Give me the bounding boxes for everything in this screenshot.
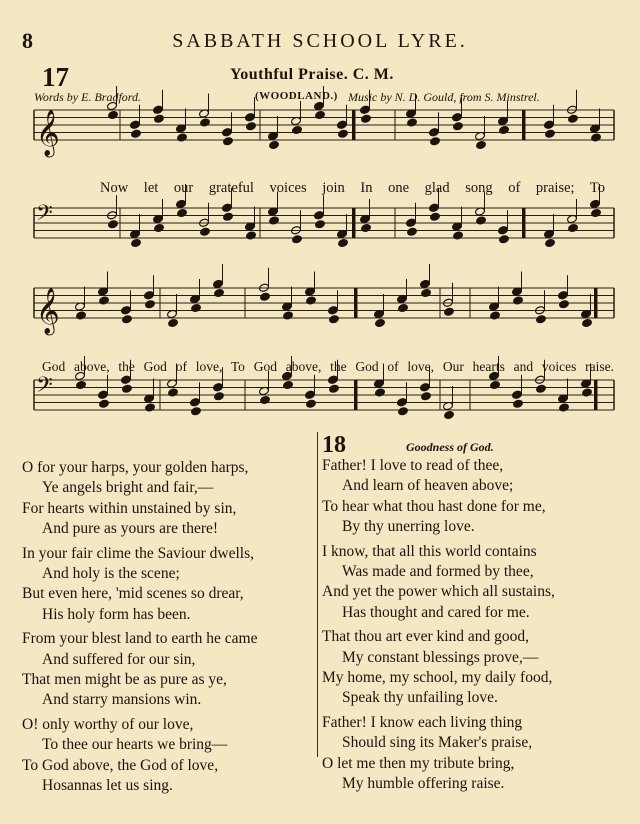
note-head [590,199,601,208]
note-head [582,388,593,397]
poem-line: That men might be as pure as ye, [22,671,227,689]
note-head [420,279,431,288]
note-head [329,315,340,324]
running-head: SABBATH SCHOOL LYRE. [172,30,468,52]
poem-line: O let me then my tribute bring, [322,754,515,772]
note-head [513,399,524,408]
note-head [420,383,431,392]
note-head [559,403,570,412]
poem-line: From your blest land to earth he came [22,630,258,648]
note-head [99,296,110,305]
note-head [292,235,303,244]
note-head [536,384,547,393]
note-head [406,218,417,227]
poem-line: O! only worthy of our love, [22,715,194,733]
note-head [99,399,110,408]
note-head [375,318,386,327]
note-head [108,110,119,119]
note-head [168,318,179,327]
column-divider [317,432,318,757]
note-head [223,212,234,221]
note-head [429,203,440,212]
note-head [398,303,409,312]
note-head [260,292,271,301]
poem-line: And yet the power which all sustains, [322,583,555,601]
note-head [591,133,602,142]
note-head [306,399,317,408]
note-head [269,216,280,225]
treble-clef-icon: 𝄞 [36,288,60,334]
stanza [322,627,555,709]
note-head [191,303,202,312]
bass-clef-icon: 𝄢 [36,373,53,403]
poem-line: And learn of heaven above; [342,477,514,495]
note-head [222,128,233,137]
note-head [582,318,593,327]
note-head [444,307,455,316]
note-head [154,114,165,123]
note-head [421,392,432,401]
note-head [200,227,211,236]
poem-line: I know, that all this world contains [322,542,537,560]
poem-line: To thee our hearts we bring— [42,736,228,754]
note-head [145,403,156,412]
poem-line: O for your harps, your golden harps, [22,459,249,476]
poem-line: To hear what thou hast done for me, [322,497,546,515]
note-head [591,208,602,217]
note-head [498,226,509,235]
stanza [22,629,257,711]
poem-line: My constant blessings prove,— [342,648,539,666]
note-head [145,300,156,309]
poem-line: And holy is the scene; [42,565,180,583]
note-head [177,208,188,217]
note-head [315,110,326,119]
poem-line: Should sing its Maker's praise, [342,734,533,752]
stanza [322,542,555,624]
note-head [98,390,109,399]
note-head [558,291,569,300]
note-head [200,118,211,127]
tune-name: (WOODLAND.) [255,90,338,102]
note-head [76,380,87,389]
note-head [490,380,501,389]
note-head [246,231,257,240]
note-head [122,315,133,324]
bass-clef-icon: 𝄢 [36,201,53,231]
note-head [314,101,325,110]
note-head [214,392,225,401]
note-head [144,291,155,300]
hymn-17-number: 17 [42,62,69,92]
note-head [283,311,294,320]
note-head [168,388,179,397]
stanza [322,456,555,538]
note-head [305,390,316,399]
note-head [444,410,455,419]
staff [34,380,614,410]
poem-line: Ye angels bright and fair,— [42,479,214,497]
note-head [292,125,303,134]
note-head [559,300,570,309]
poem-line: In your fair clime the Saviour dwells, [22,544,255,562]
note-head [452,113,463,122]
note-head [213,279,224,288]
note-head [544,120,555,129]
note-head [222,203,233,212]
note-head [338,129,349,138]
note-head [375,388,386,397]
staff [34,288,614,318]
note-head [568,223,579,232]
note-head [190,398,201,407]
hymn-18-poem [322,456,555,799]
poem-line: That thou art ever kind and good, [322,628,530,646]
poem-line: My humble offering raise. [342,775,505,793]
stanza [22,715,257,797]
poem-line: By thy unerring love. [342,518,475,536]
note-head [338,238,349,247]
poem-line: For hearts within unstained by sin, [22,499,237,517]
lyric-line-1: Now let our grateful voices join In one glad song of praise; To [100,180,605,196]
note-head [246,122,257,131]
treble-clef-icon: 𝄞 [36,110,60,156]
note-head [545,129,556,138]
poem-line: Was made and formed by thee, [342,563,534,581]
poem-line: And pure as yours are there! [42,520,219,538]
hymn-17-poem [22,458,257,801]
note-head [453,231,464,240]
note-head [328,306,339,315]
note-head [108,220,119,229]
hymn-18-number: 18 [322,432,346,458]
note-head [361,114,372,123]
note-head [397,398,408,407]
note-head [499,125,510,134]
note-head [245,113,256,122]
note-head [476,216,487,225]
stanza [22,458,257,540]
poem-line: Hosannas let us sing. [42,777,173,795]
note-head [490,311,501,320]
poem-line: Father! I love to read of thee, [322,457,504,474]
note-head [407,227,418,236]
note-head [536,315,547,324]
note-head [430,137,441,146]
note-head [76,311,87,320]
note-head [328,375,339,384]
hymn-17-title: Youthful Praise. C. M. [230,66,394,83]
note-head [122,384,133,393]
poem-line: And starry mansions win. [42,691,202,709]
note-head [131,238,142,247]
note-head [360,105,371,114]
note-head [407,118,418,127]
note-head [315,220,326,229]
note-head [337,120,348,129]
poem-line: To God above, the God of love, [22,756,219,774]
note-head [306,296,317,305]
note-head [153,105,164,114]
note-head [398,407,409,416]
note-head [545,238,556,247]
note-head [429,128,440,137]
note-head [568,114,579,123]
note-head [107,101,118,110]
hymn-18-title: Goodness of God. [406,440,494,454]
note-head [513,296,524,305]
poem-line: Speak thy unfailing love. [342,689,498,707]
note-head [499,235,510,244]
note-head [430,212,441,221]
poem-line: But even here, 'mid scenes so drear, [22,585,244,603]
note-head [154,223,165,232]
note-head [476,140,487,149]
stanza [22,544,257,626]
stanza [322,713,555,795]
note-head [223,137,234,146]
note-head [214,288,225,297]
note-head [314,211,325,220]
poem-line: His holy form has been. [42,605,191,623]
note-head [213,383,224,392]
note-head [177,133,188,142]
lyric-line-2: God above, the God of love, To God above, the God of love, Our hearts and voices raise. [42,359,614,374]
poem-line: My home, my school, my daily food, [322,669,553,687]
note-head [283,380,294,389]
note-head [361,223,372,232]
note-head [176,199,187,208]
music-credit: Music by N. D. Gould, from S. Minstrel. [348,90,540,104]
poem-line: Father! I know each living thing [322,713,523,731]
note-head [512,390,523,399]
note-head [421,288,432,297]
note-head [269,140,280,149]
note-head [329,384,340,393]
poem-line: Has thought and cared for me. [342,603,530,621]
note-head [191,407,202,416]
note-head [121,375,132,384]
note-head [130,120,141,129]
page-number: 8 [22,28,33,53]
note-head [260,395,271,404]
note-head [453,122,464,131]
note-head [121,306,132,315]
words-credit: Words by E. Bradford. [34,90,142,104]
note-head [131,129,142,138]
poem-line: And suffered for our sin, [42,650,196,668]
